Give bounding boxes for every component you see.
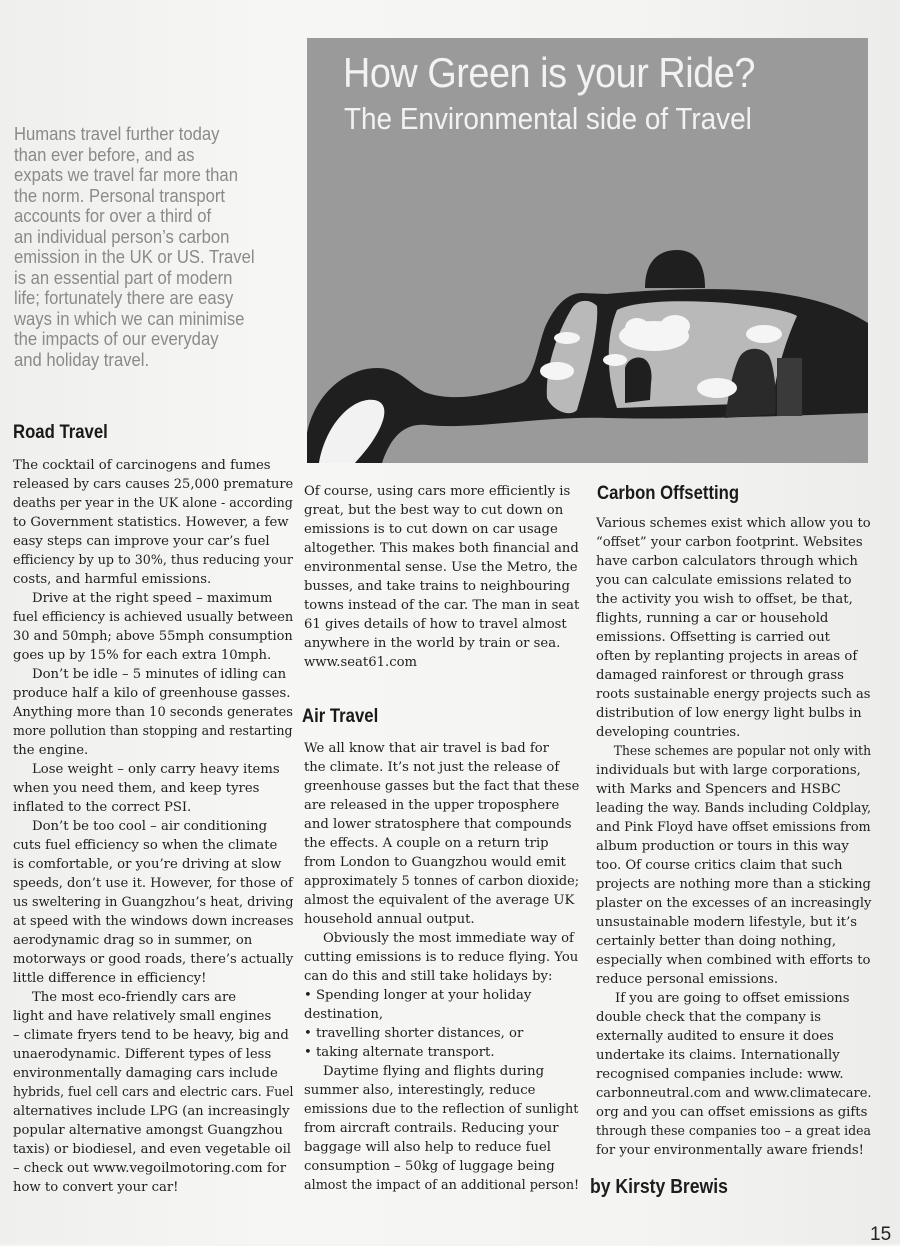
text-line: too. Of course critics claim that such	[596, 858, 843, 873]
intro-line: is an essential part of modern	[14, 266, 233, 288]
text-line: Anything more than 10 seconds generates	[13, 705, 293, 720]
intro-line: accounts for over a third of	[14, 205, 212, 226]
text-line: environmentally damaging cars include	[13, 1066, 278, 1081]
intro-line: emission in the UK or US. Travel	[14, 246, 255, 267]
text-line: The most eco-friendly cars are	[32, 990, 237, 1005]
text-line: consumption – 50kg of luggage being	[304, 1159, 555, 1174]
text-line: baggage will also help to reduce fuel	[304, 1140, 552, 1155]
text-line: double check that the company is	[596, 1010, 821, 1025]
text-line: greenhouse gasses but the fact that these	[304, 779, 580, 794]
text-line: released by cars causes 25,000 premature	[13, 477, 294, 492]
text-line: We all know that air travel is bad for	[304, 741, 549, 756]
intro-line: expats we travel far more than	[14, 164, 238, 185]
intro-line: the norm. Personal transport	[14, 184, 226, 206]
intro-line: than ever before, and as	[14, 143, 195, 165]
text-line: cutting emissions is to reduce flying. You	[304, 950, 579, 965]
bullet-item: • taking alternate transport.	[304, 1045, 495, 1060]
text-line: 61 gives details of how to travel almost	[304, 617, 567, 632]
bullet-item: • travelling shorter distances, or	[304, 1026, 524, 1041]
text-line: fuel efficiency is achieved usually between	[13, 610, 294, 625]
text-line: plaster on the excesses of an increasingly	[596, 896, 872, 911]
text-line: reduce personal emissions.	[596, 972, 779, 987]
text-line: projects are nothing more than a sticking	[596, 877, 871, 892]
section-heading-road-travel: Road Travel	[13, 422, 108, 443]
text-line: Obviously the most immediate way of	[323, 931, 574, 946]
road-travel-continued	[304, 482, 579, 672]
text-line: org and you can offset emissions as gifts	[596, 1105, 868, 1120]
text-line: – climate fryers tend to be heavy, big and	[13, 1028, 289, 1043]
text-line: inflated to the correct PSI.	[13, 800, 192, 815]
text-line: Lose weight – only carry heavy items	[32, 762, 280, 777]
text-line: the engine.	[13, 743, 89, 758]
text-line: deaths per year in the UK alone - according	[13, 496, 293, 511]
text-line: for your environmentally aware friends!	[596, 1143, 864, 1158]
road-travel-body	[13, 456, 293, 1197]
text-line: through these companies too – a great idea	[596, 1124, 871, 1139]
text-line: more pollution than stopping and restarting	[13, 724, 293, 739]
text-line: damaged rainforest or through grass	[596, 668, 844, 683]
text-line: great, but the best way to cut down on	[304, 503, 564, 518]
intro-line: and holiday travel.	[14, 348, 150, 370]
intro-line: the impacts of our everyday	[14, 328, 219, 349]
text-line: Don’t be idle – 5 minutes of idling can	[32, 667, 287, 682]
text-line: costs, and harmful emissions.	[13, 572, 212, 587]
air-travel-body	[304, 739, 579, 1195]
article-title: How Green is your Ride?	[343, 49, 755, 96]
text-line: light and have relatively small engines	[13, 1009, 272, 1024]
text-line: – check out www.vegoilmotoring.com for	[13, 1161, 287, 1176]
text-line: carbonneutral.com and www.climatecare.	[596, 1086, 872, 1101]
text-line: towns instead of the car. The man in seat	[304, 598, 580, 613]
text-line: are released in the upper troposphere	[304, 798, 560, 813]
text-line: developing countries.	[596, 725, 741, 740]
text-line: popular alternative amongst Guangzhou	[13, 1123, 283, 1138]
text-line: almost the equivalent of the average UK	[304, 893, 575, 908]
text-line: produce half a kilo of greenhouse gasses.	[13, 686, 291, 701]
section-heading-air-travel: Air Travel	[302, 706, 379, 727]
text-line: and lower stratosphere that compounds	[304, 817, 572, 832]
text-line: leading the way. Bands including Coldplay,	[596, 801, 871, 816]
text-line: anywhere in the world by train or sea.	[304, 636, 561, 651]
text-line: little difference in efficiency!	[13, 971, 207, 986]
text-line: Don’t be too cool – air conditioning	[32, 819, 268, 834]
text-line: individuals but with large corporations,	[596, 763, 861, 778]
text-line: The cocktail of carcinogens and fumes	[13, 458, 271, 473]
text-line: Various schemes exist which allow you to	[596, 516, 871, 531]
text-line: is comfortable, or you’re driving at slow	[13, 857, 282, 872]
text-line: Drive at the right speed – maximum	[32, 591, 273, 606]
text-line: approximately 5 tonnes of carbon dioxide;	[304, 874, 580, 889]
text-line: from aircraft contrails. Reducing your	[304, 1121, 559, 1136]
intro-paragraph	[14, 124, 257, 370]
text-line: summer also, interestingly, reduce	[304, 1083, 536, 1098]
text-line: busses, and take trains to neighbouring	[304, 579, 570, 594]
text-line: efficiency by up to 30%, thus reducing your	[13, 553, 293, 568]
text-line: certainly better than doing nothing,	[596, 934, 837, 949]
intro-line: life; fortunately there are easy	[14, 287, 234, 308]
intro-line: Humans travel further today	[14, 123, 220, 144]
text-line: externally audited to ensure it does	[596, 1029, 834, 1044]
author-byline: by Kirsty Brewis	[590, 1176, 728, 1198]
text-line: distribution of low energy light bulbs in	[596, 706, 862, 721]
text-line: from London to Guangzhou would emit	[304, 855, 566, 870]
text-line: roots sustainable energy projects such as	[596, 687, 871, 702]
text-line: goes up by 15% for each extra 10mph.	[13, 648, 272, 663]
carbon-offsetting-body	[596, 514, 871, 1160]
text-line: with Marks and Spencers and HSBC	[596, 782, 841, 797]
text-line: the effects. A couple on a return trip	[304, 836, 549, 851]
section-heading-carbon-offsetting: Carbon Offsetting	[597, 483, 740, 504]
text-line: motorways or good roads, there’s actually	[13, 952, 294, 967]
text-line: These schemes are popular not only with	[613, 744, 872, 759]
text-line: destination,	[304, 1007, 384, 1022]
text-line: aerodynamic drag so in summer, on	[13, 933, 253, 948]
text-line: flights, running a car or household	[596, 611, 829, 626]
text-line: and Pink Floyd have offset emissions from	[596, 820, 871, 835]
text-line: alternatives include LPG (an increasingly	[13, 1104, 290, 1119]
text-line: especially when combined with efforts to	[596, 953, 871, 968]
text-line: easy steps can improve your car’s fuel	[13, 534, 270, 549]
text-line: to Government statistics. However, a few	[13, 515, 289, 530]
text-line: us sweltering in Guangzhou’s heat, driving	[13, 895, 294, 910]
text-line: household annual output.	[304, 912, 475, 927]
hero-illustration	[307, 38, 868, 463]
intro-line: an individual person’s carbon	[14, 225, 230, 247]
page-number: 15	[870, 1224, 892, 1245]
text-line: emissions is to cut down on car usage	[304, 522, 558, 537]
text-line: undertake its claims. Internationally	[596, 1048, 840, 1063]
text-line: can do this and still take holidays by:	[304, 969, 553, 984]
text-line: 30 and 50mph; above 55mph consumption	[13, 629, 293, 644]
text-line: If you are going to offset emissions	[615, 991, 850, 1006]
bullet-item: • Spending longer at your holiday	[304, 988, 532, 1003]
text-line: emissions due to the reflection of sunlight	[304, 1102, 579, 1117]
driver-silhouette	[625, 357, 652, 403]
text-line: taxis) or biodiesel, and even vegetable oil	[13, 1142, 292, 1157]
text-line: how to convert your car!	[13, 1180, 179, 1195]
text-line: altogether. This makes both financial and	[304, 541, 579, 556]
text-line: you can calculate emissions related to	[596, 573, 852, 588]
text-line: unsustainable modern lifestyle, but it’s	[596, 915, 858, 930]
text-line: emissions. Offsetting is carried out	[596, 630, 830, 645]
text-line: the climate. It’s not just the release of	[304, 760, 560, 775]
text-line: hybrids, fuel cell cars and electric cars. Fuel	[13, 1085, 294, 1100]
seat61-link: www.seat61.com	[304, 655, 418, 670]
text-line: cuts fuel efficiency so when the climate	[13, 838, 278, 853]
text-line: have carbon calculators through which	[596, 554, 858, 569]
text-line: Of course, using cars more efficiently is	[304, 484, 571, 499]
text-line: at speed with the windows down increases	[13, 914, 294, 929]
text-line: when you need them, and keep tyres	[13, 781, 260, 796]
text-line: speeds, don’t use it. However, for those of	[13, 876, 293, 891]
text-line: recognised companies include: www.	[596, 1067, 844, 1082]
text-line: “offset” your carbon footprint. Websites	[596, 535, 863, 550]
text-line: almost the impact of an additional person!	[304, 1178, 580, 1193]
text-line: environmental sense. Use the Metro, the	[304, 560, 578, 575]
text-line: unaerodynamic. Different types of less	[13, 1047, 272, 1062]
text-line: the activity you wish to offset, be that,	[596, 592, 853, 607]
mirror	[777, 358, 802, 416]
intro-line: ways in which we can minimise	[14, 307, 245, 329]
text-line: often by replanting projects in areas of	[596, 649, 858, 664]
article-subtitle: The Environmental side of Travel	[344, 101, 752, 136]
text-line: album production or tours in this way	[596, 839, 849, 854]
text-line: Daytime flying and flights during	[323, 1064, 545, 1079]
